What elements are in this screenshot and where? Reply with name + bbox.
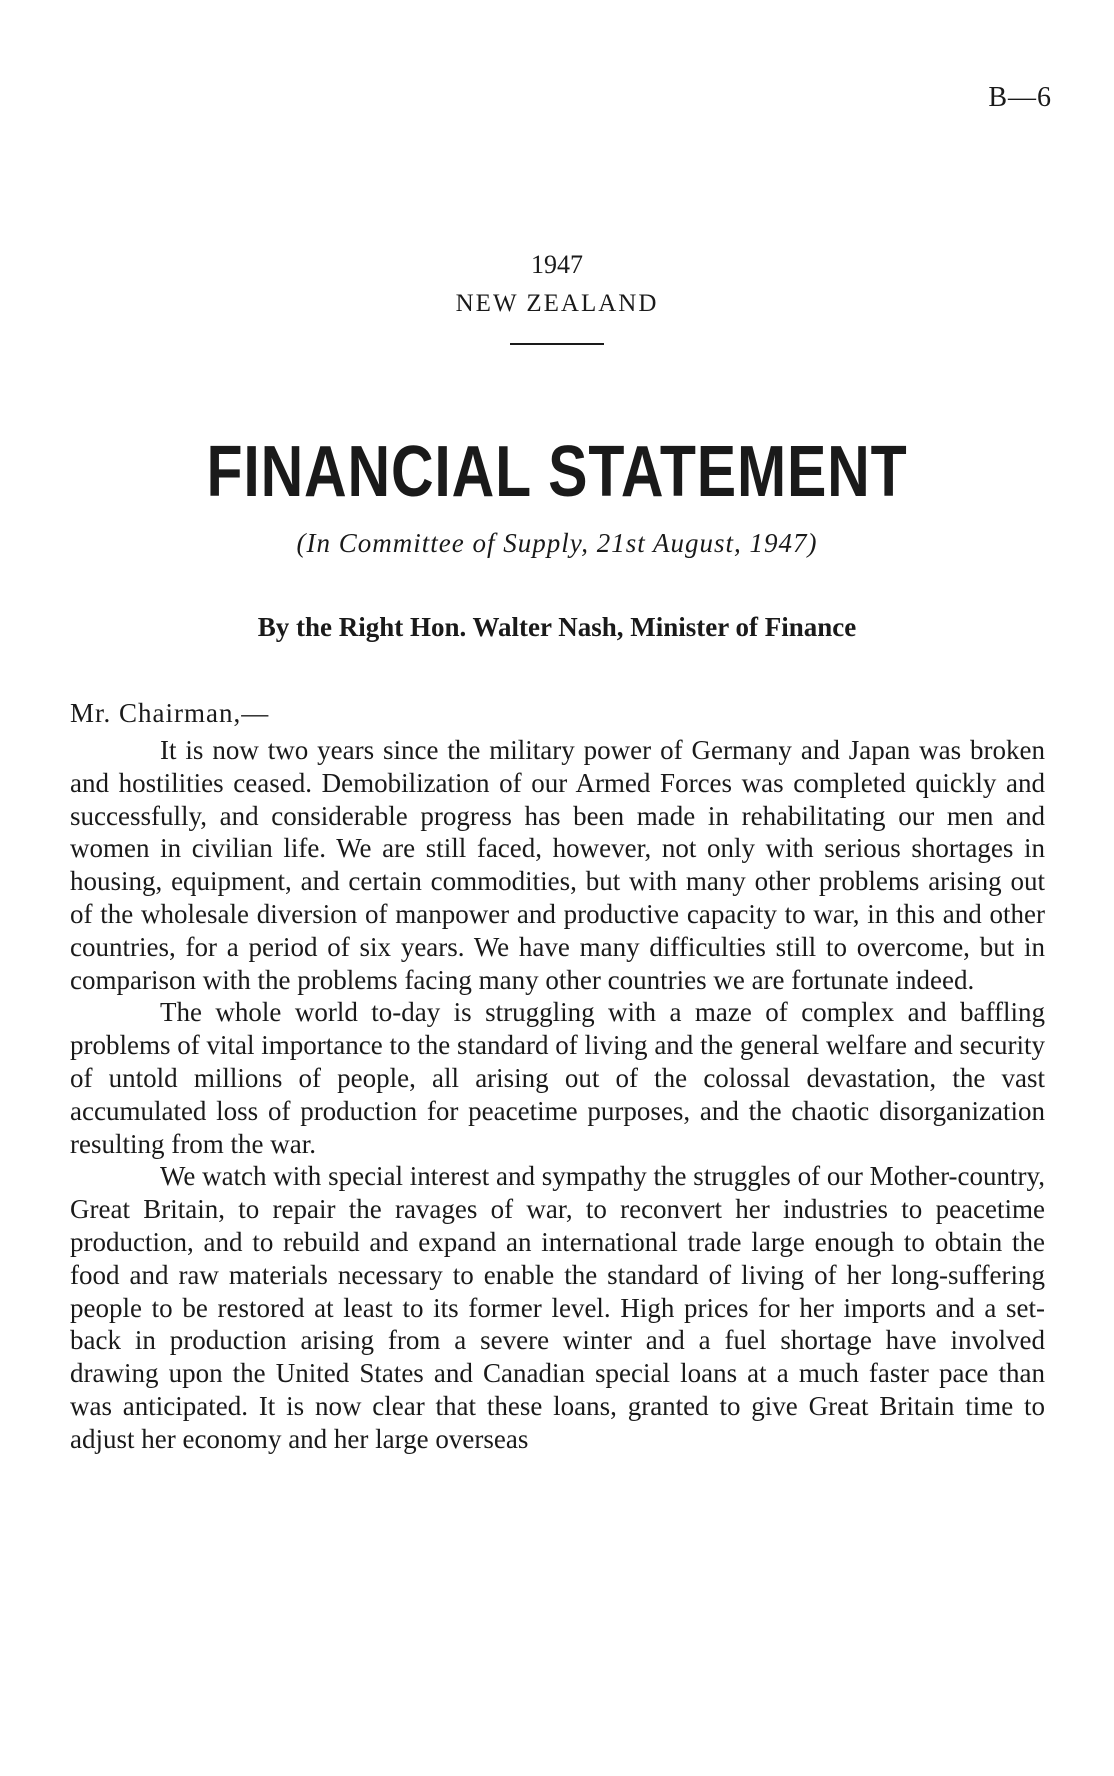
document-byline: By the Right Hon. Walter Nash, Minister of Finance — [257, 612, 857, 642]
document-country: NEW ZEALAND — [455, 290, 659, 317]
paragraph-3: We watch with special interest and sympathy the struggles of our Mother-country, Great Britain, to repair the ravages of war, to reconvert her industries to peacetime production, and to rebuild and expand an international trade large enough to obtain the food and raw materials necessary to enable the standard of living of her long-suffering people to be restored at least to its former level. High prices for her imports and a set-back in production arising from a severe winter and a fuel shortage have involved drawing upon the United States and Canadian special loans at a much faster pace than was anticipated. It is now clear that these loans, granted to give Great Britain time to adjust her economy and her large overseas — [70, 1161, 1045, 1454]
salutation: Mr. Chairman,— — [70, 698, 270, 728]
paragraph-1: It is now two years since the military power of Germany and Japan was broken and hostilities ceased. Demobilization of our Armed Forces was completed quickly and successfully, and considerable progress has been made in rehabilitating our men and women in civilian life. We are still faced, however, not only with serious shortages in housing, equipment, and certain commodities, but with many other problems arising out of the wholesale diversion of manpower and productive capacity to war, in this and other countries, for a period of six years. We have many difficulties still to overcome, but in comparison with the problems facing many other countries we are fortunate indeed. — [70, 735, 1045, 995]
paragraph-2: The whole world to-day is struggling with a maze of complex and baffling problems of vital importance to the standard of living and the general welfare and security of untold millions of people, all arising out of the colossal devastation, the vast accumulated loss of production for peacetime purposes, and the chaotic disorganization resulting from the war. — [70, 997, 1045, 1159]
document-subtitle: (In Committee of Supply, 21st August, 1947) — [296, 528, 818, 558]
title-divider — [510, 343, 604, 345]
document-year: 1947 — [531, 250, 583, 279]
document-title: FINANCIAL STATEMENT — [206, 432, 908, 512]
page-number: B—6 — [988, 82, 1052, 113]
body-text — [70, 734, 1045, 1456]
